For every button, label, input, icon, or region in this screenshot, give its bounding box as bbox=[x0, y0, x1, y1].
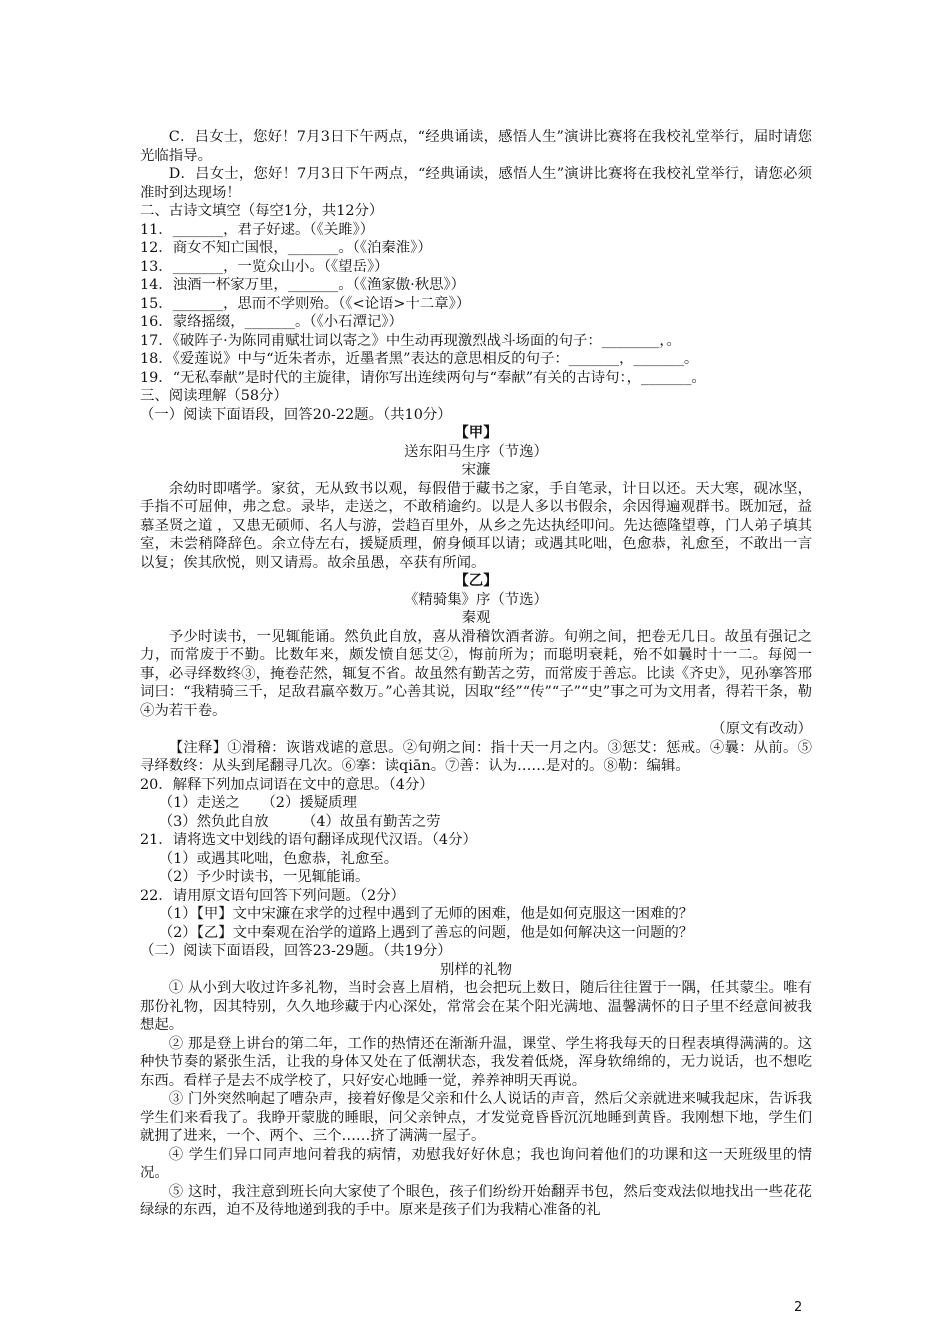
text-line: （1）走送之 （2）援疑质理 bbox=[158, 795, 357, 811]
text-line: 22．请用原文语句回答下列问题。（2分） bbox=[140, 887, 405, 904]
text-line: （一）阅读下面语段，回答20-22题。（共10分） bbox=[140, 406, 452, 423]
text-line: D．吕女士，您好！7月3日下午两点，“经典诵读，感悟人生”演讲比赛将在我校礼堂举行，请您必须准时到达现场！ bbox=[140, 166, 812, 201]
text-line: ③ 门外突然响起了嘈杂声，接着好像是父亲和什么人说话的声音，然后父亲就进来喊我起床，告诉我学生们来看我了。我睁开蒙胧的睡眼，问父亲钟点，才发觉竟昏昏沉沉地睡到黄昏。我刚想下地，学生们就拥了进来，一个、两个、三个……挤了满满一屋子。 bbox=[140, 1091, 812, 1144]
text-line: 13．_______，一览众山小。（《望岳》） bbox=[140, 258, 389, 275]
text-line: 20．解释下列加点词语在文中的意思。（4分） bbox=[140, 776, 434, 793]
text-line: 宋濂 bbox=[461, 462, 491, 478]
text-line: 21．请将选文中划线的语句翻译成现代汉语。（4分） bbox=[140, 832, 477, 848]
text-line: 【注释】①滑稽：诙谐戏谑的意思。②旬朔之间：指十天一月之内。③惩艾：惩戒。④曩：从前。⑤寻绎数终：从头到尾翻寻几次。⑥搴：读qiān。⑦善：认为……是对的。⑧勒：编辑。 bbox=[140, 739, 812, 774]
text-line: 予少时读书，一见辄能诵。然负此自放，喜从滑稽饮酒者游。旬朔之间，把卷无几日。故虽有强记之力，而常废于不勤。比数年来，颇发愤自惩艾②，悔前所为；而聪明衰耗，殆不如曩时十一二。每阅一事，必寻绎数终③，掩卷茫然，辄复不省。故虽然有勤苦之劳，而常废于善忘。比读《齐史》，见孙搴答邢词曰：“我精骑三千，足敌君羸卒数万。”心善其说，因取“经”“传”“子”“史”事之可为文用者，得若干条，勒④为若干卷。 bbox=[140, 628, 812, 719]
text-line: ⑤ 这时，我注意到班长向大家使了个眼色，孩子们纷纷开始翻弄书包，然后变戏法似地找出一些花花绿绿的东西，迫不及待地递到我的手中。原来是孩子们为我精心准备的礼 bbox=[140, 1183, 812, 1218]
text-line: （二）阅读下面语段，回答23-29题。（共19分） bbox=[140, 943, 452, 959]
text-line: 12．商女不知亡国恨，_______。（《泊秦淮》） bbox=[140, 240, 432, 256]
text-line: ① 从小到大收过许多礼物，当时会喜上眉梢，也会把玩上数日，随后往往置于一隅，任其蒙尘。唯有那份礼物，因其特别，久久地珍藏于内心深处，常常会在某个阳光满地、温馨满怀的日子里不经意间被我想起。 bbox=[140, 980, 812, 1033]
text-line: （原文有改动） bbox=[711, 721, 812, 737]
text-line: （2）予少时读书，一见辄能诵。 bbox=[158, 869, 370, 885]
text-line: 11．_______，君子好逑。（《关雎》） bbox=[140, 221, 375, 238]
text-line: 17．《破阵子·为陈同甫赋壮词以寄之》中生动再现激烈战斗场面的句子：________，。 bbox=[140, 332, 681, 349]
text-line: 18．《爱莲说》中与“近朱者赤，近墨者黑”表达的意思相反的句子：_______，_______。 bbox=[140, 351, 699, 367]
page-body bbox=[140, 128, 812, 1220]
text-line: 《精骑集》序（节选） bbox=[404, 591, 548, 608]
text-line: 别样的礼物 bbox=[440, 961, 512, 978]
text-line: （3）然负此自放 （4）故虽有勤苦之劳 bbox=[158, 813, 441, 830]
text-line: 15．_______，思而不学则殆。（《<论语>十二章》） bbox=[140, 295, 471, 312]
text-line: 送东阳马生序（节逸） bbox=[404, 443, 548, 460]
text-line: 【甲】 bbox=[454, 424, 498, 441]
text-line: （1）【甲】文中宋濂在求学的过程中遇到了无师的困难，他是如何克服这一困难的？ bbox=[158, 906, 694, 922]
text-line: ④ 学生们异口同声地问着我的病情，劝慰我好好休息；我也询问着他们的功课和这一天班级里的情况。 bbox=[140, 1146, 812, 1181]
text-line: 二、古诗文填空（每空1分，共12分） bbox=[140, 203, 384, 219]
text-line: （1）或遇其叱咄，色愈恭，礼愈至。 bbox=[158, 850, 399, 867]
text-line: 余幼时即嗜学。家贫，无从致书以观，每假借于藏书之家，手自笔录，计日以还。天大寒，砚冰坚，手指不可屈伸，弗之怠。录毕，走送之，不敢稍逾约。以是人多以书假余，余因得遍观群书。既加冠，益慕圣贤之道 ，又患无硕师、名人与游，尝趋百里外，从乡之先达执经叩问。先达德隆望尊，门人弟子填其室，未尝稍降辞色。余立侍左右，援疑质理，俯身倾耳以请；或遇其叱咄，色愈恭，礼愈至，不敢出一言以复；俟其欣悦，则又请焉。故余虽愚，卒获有所闻。 bbox=[140, 480, 812, 571]
text-line: C．吕女士，您好！7月3日下午两点，“经典诵读，感悟人生”演讲比赛将在我校礼堂举行，届时请您光临指导。 bbox=[140, 129, 812, 164]
text-line: ② 那是登上讲台的第二年，工作的热情还在渐渐升温，课堂、学生将我每天的日程表填得满满的。这种快节奏的紧张生活，让我的身体又处在了低潮状态，我发着低烧，浑身软绵绵的，无力说话，也不想吃东西。看样子是去不成学校了，只好安心地睡一觉，养养神明天再说。 bbox=[140, 1035, 812, 1089]
text-line: （2）【乙】文中秦观在治学的道路上遇到了善忘的问题，他是如何解决这一问题的？ bbox=[158, 924, 694, 941]
text-line: 秦观 bbox=[461, 610, 491, 626]
text-line: 14．浊酒一杯家万里，_______。（《渔家傲·秋思》） bbox=[140, 277, 466, 293]
text-line: 三、阅读理解（58分） bbox=[140, 388, 288, 404]
page-number: 2 bbox=[794, 1300, 803, 1315]
text-line: 16．蒙络摇缀，_______。（《小石潭记》） bbox=[140, 314, 403, 330]
text-line: 19．“无私奉献”是时代的主旋律，请你写出连续两句与“奉献”有关的古诗句：，_______。 bbox=[140, 369, 706, 386]
text-line: 【乙】 bbox=[454, 572, 498, 589]
